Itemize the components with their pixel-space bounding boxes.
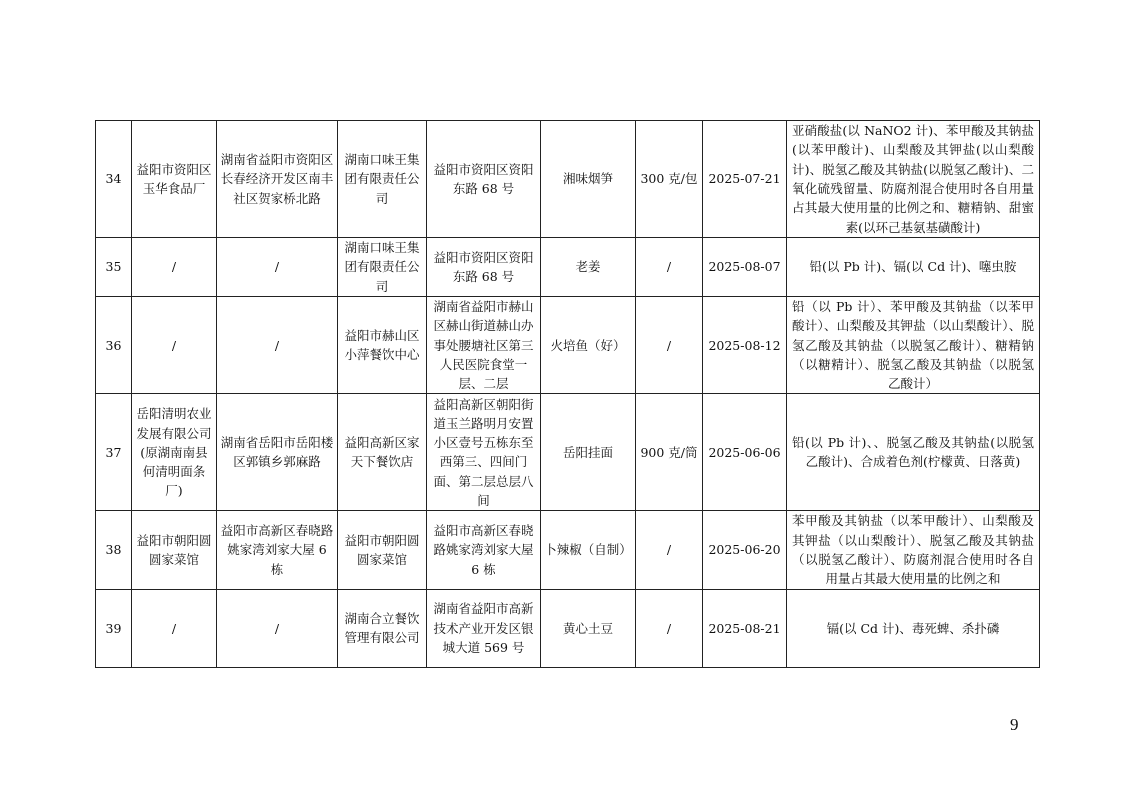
- food-name: 湘味烟笋: [541, 121, 636, 238]
- seller-address: 益阳市高新区春晓路姚家湾刘家大屋 6 栋: [427, 511, 541, 589]
- food-name: 卜辣椒（自制）: [541, 511, 636, 589]
- table-row: [96, 589, 1040, 667]
- specification: /: [636, 238, 703, 297]
- producer-address: /: [217, 238, 338, 297]
- table-row: [96, 511, 1040, 589]
- test-items: 铅(以 Pb 计)、、脱氢乙酸及其钠盐(以脱氢乙酸计)、合成着色剂(柠檬黄、日落黄): [787, 394, 1040, 511]
- table-row: [96, 297, 1040, 394]
- production-date: 2025-07-21: [703, 121, 787, 238]
- production-date: 2025-06-06: [703, 394, 787, 511]
- seller-name: 湖南合立餐饮管理有限公司: [338, 589, 427, 667]
- table-row: [96, 238, 1040, 297]
- producer-name: /: [132, 238, 217, 297]
- row-number: 36: [96, 297, 132, 394]
- food-name: 火培鱼（好）: [541, 297, 636, 394]
- seller-name: 益阳高新区家天下餐饮店: [338, 394, 427, 511]
- specification: 300 克/包: [636, 121, 703, 238]
- seller-name: 益阳市朝阳圆圆家菜馆: [338, 511, 427, 589]
- table-row: [96, 394, 1040, 511]
- page-number: 9: [1010, 715, 1019, 734]
- row-number: 35: [96, 238, 132, 297]
- food-name: 岳阳挂面: [541, 394, 636, 511]
- specification: /: [636, 589, 703, 667]
- specification: /: [636, 297, 703, 394]
- seller-name: 湖南口味王集团有限责任公司: [338, 121, 427, 238]
- producer-name: 益阳市资阳区玉华食品厂: [132, 121, 217, 238]
- table-row: [96, 121, 1040, 238]
- row-number: 38: [96, 511, 132, 589]
- test-items: 苯甲酸及其钠盐（以苯甲酸计）、山梨酸及其钾盐（以山梨酸计）、脱氢乙酸及其钠盐（以脱氢乙酸计）、防腐剂混合使用时各自用量占其最大使用量的比例之和: [787, 511, 1040, 589]
- production-date: 2025-08-07: [703, 238, 787, 297]
- seller-name: 益阳市赫山区小萍餐饮中心: [338, 297, 427, 394]
- seller-address: 湖南省益阳市赫山区赫山街道赫山办事处腰塘社区第三人民医院食堂一层、二层: [427, 297, 541, 394]
- producer-address: 益阳市高新区春晓路姚家湾刘家大屋 6 栋: [217, 511, 338, 589]
- test-items: 铅(以 Pb 计)、镉(以 Cd 计)、噻虫胺: [787, 238, 1040, 297]
- food-name: 黄心土豆: [541, 589, 636, 667]
- test-items: 镉(以 Cd 计)、毒死蜱、杀扑磷: [787, 589, 1040, 667]
- production-date: 2025-06-20: [703, 511, 787, 589]
- production-date: 2025-08-21: [703, 589, 787, 667]
- producer-address: /: [217, 589, 338, 667]
- seller-address: 益阳市资阳区资阳东路 68 号: [427, 238, 541, 297]
- seller-address: 湖南省益阳市高新技术产业开发区银城大道 569 号: [427, 589, 541, 667]
- test-items: 铅（以 Pb 计）、苯甲酸及其钠盐（以苯甲酸计）、山梨酸及其钾盐（以山梨酸计）、脱氢乙酸及其钠盐（以脱氢乙酸计）、糖精钠（以糖精计）、脱氢乙酸及其钠盐（以脱氢乙酸计）: [787, 297, 1040, 394]
- producer-address: 湖南省岳阳市岳阳楼区郭镇乡郭麻路: [217, 394, 338, 511]
- row-number: 34: [96, 121, 132, 238]
- seller-address: 益阳市资阳区资阳东路 68 号: [427, 121, 541, 238]
- producer-name: 益阳市朝阳圆圆家菜馆: [132, 511, 217, 589]
- food-name: 老姜: [541, 238, 636, 297]
- specification: 900 克/筒: [636, 394, 703, 511]
- row-number: 39: [96, 589, 132, 667]
- specification: /: [636, 511, 703, 589]
- producer-name: /: [132, 297, 217, 394]
- seller-name: 湖南口味王集团有限责任公司: [338, 238, 427, 297]
- producer-name: 岳阳清明农业发展有限公司(原湖南南县何清明面条厂): [132, 394, 217, 511]
- producer-name: /: [132, 589, 217, 667]
- inspection-table: [95, 120, 1040, 668]
- producer-address: /: [217, 297, 338, 394]
- producer-address: 湖南省益阳市资阳区长春经济开发区南丰社区贺家桥北路: [217, 121, 338, 238]
- row-number: 37: [96, 394, 132, 511]
- production-date: 2025-08-12: [703, 297, 787, 394]
- test-items: 亚硝酸盐(以 NaNO2 计)、苯甲酸及其钠盐(以苯甲酸计)、山梨酸及其钾盐(以山梨酸计)、脱氢乙酸及其钠盐(以脱氢乙酸计)、二氧化硫残留量、防腐剂混合使用时各自用量占其最大使用量的比例之和、糖精钠、甜蜜素(以环己基氨基磺酸计): [787, 121, 1040, 238]
- seller-address: 益阳高新区朝阳街道玉兰路明月安置小区壹号五栋东至西第三、四间门面、第二层总层八间: [427, 394, 541, 511]
